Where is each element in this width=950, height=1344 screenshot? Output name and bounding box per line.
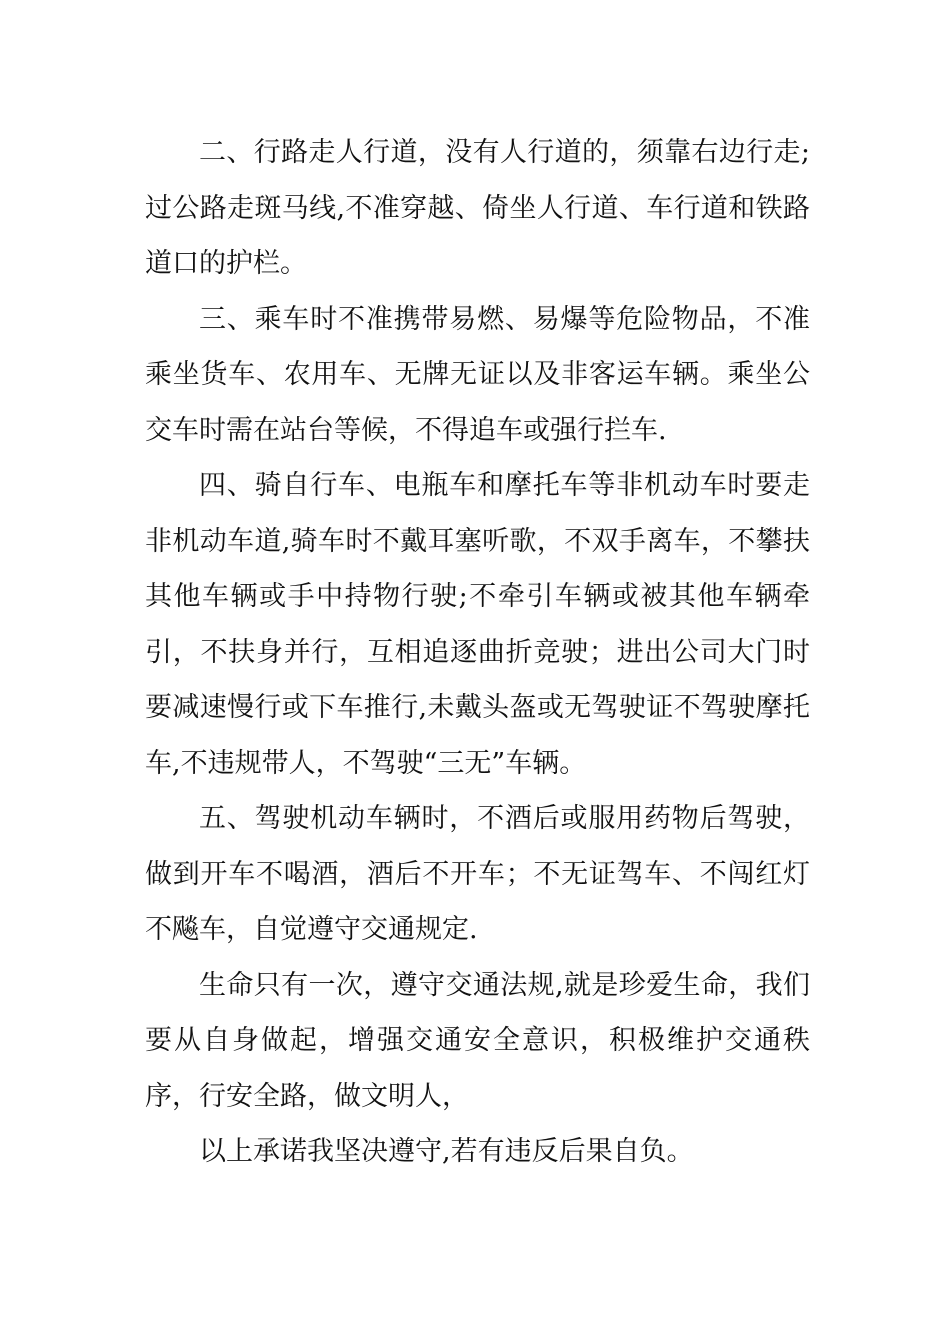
document-body — [145, 125, 810, 1180]
paragraph-riding-rules: 三、乘车时不准携带易燃、易爆等危险物品，不准乘坐货车、农用车、无牌无证以及非客运车辆。乘坐公交车时需在站台等候，不得追车或强行拦车. — [145, 303, 810, 446]
paragraph-commitment: 以上承诺我坚决遵守,若有违反后果自负。 — [199, 1136, 694, 1167]
paragraph-driving-rules: 五、驾驶机动车辆时，不酒后或服用药物后驾驶，做到开车不喝酒，酒后不开车；不无证驾车、不闯红灯不飚车，自觉遵守交通规定. — [145, 803, 810, 945]
paragraph-walking-rules: 二、行路走人行道，没有人行道的，须靠右边行走;过公路走斑马线,不准穿越、倚坐人行道、车行道和铁路道口的护栏。 — [145, 137, 810, 279]
paragraph-life-safety: 生命只有一次，遵守交通法规,就是珍爱生命，我们要从自身做起，增强交通安全意识，积极维护交通秩序，行安全路，做文明人， — [145, 969, 810, 1112]
paragraph-cycling-rules: 四、骑自行车、电瓶车和摩托车等非机动车时要走非机动车道,骑车时不戴耳塞听歌，不双手离车，不攀扶其他车辆或手中持物行驶;不牵引车辆或被其他车辆牵引，不扶身并行，互相追逐曲折竞驶；进出公司大门时要减速慢行或下车推行,未戴头盔或无驾驶证不驾驶摩托车,不违规带人，不驾驶“三无”车辆。 — [145, 470, 810, 779]
